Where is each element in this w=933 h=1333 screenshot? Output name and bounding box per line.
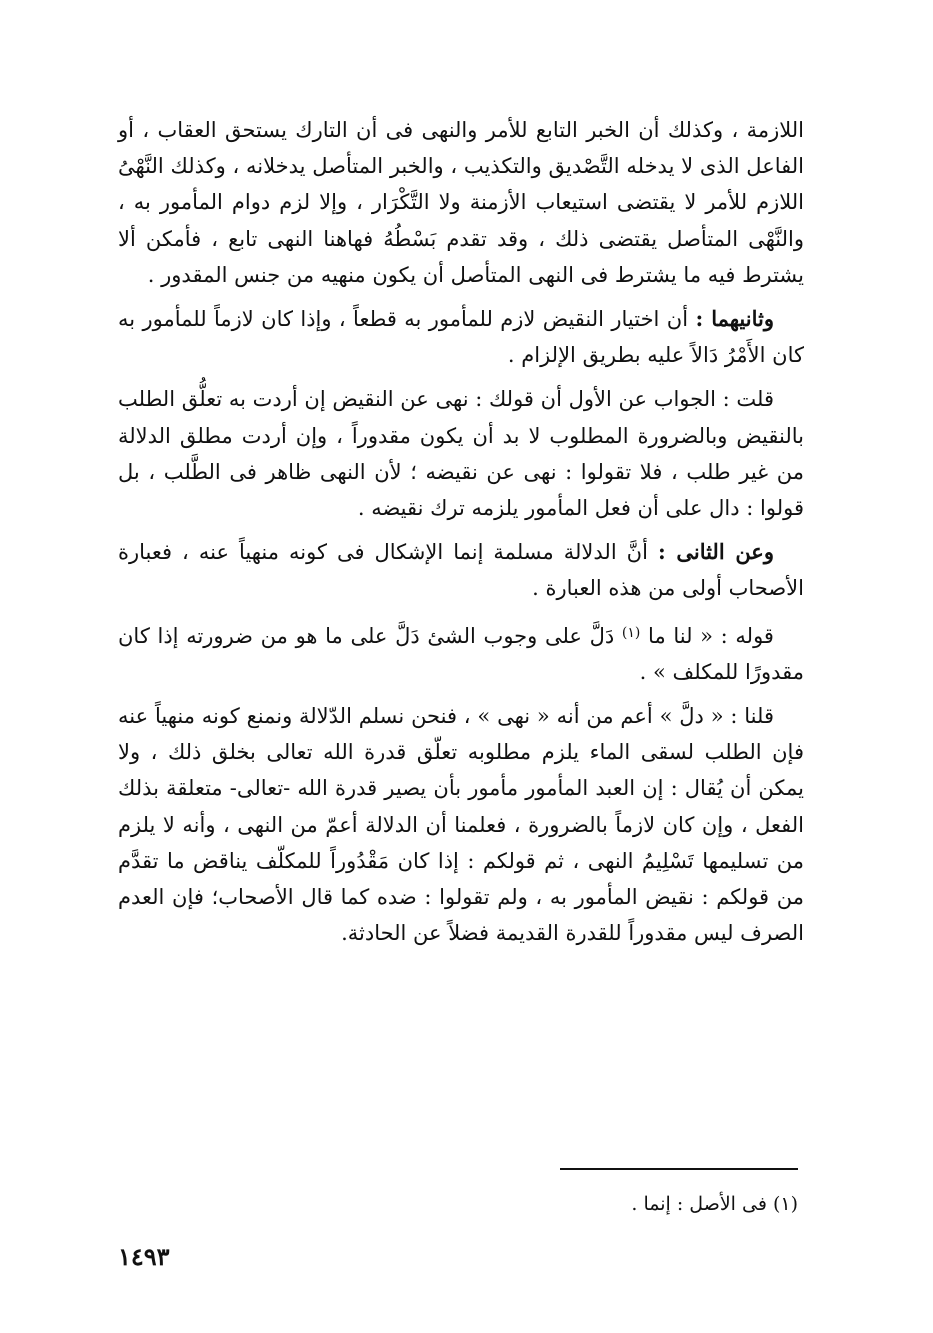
text-line: يمكن أن يُقال : إن العبد المأمور مأمور بأن يصير قدرة الله -تعالى- متعلقة	[166, 776, 804, 801]
text-line: دَلَّ على وجوب الشئ دَلَّ على ما هو من ضرورته إذا	[157, 623, 615, 648]
text-line: كان مقدورًا للمكلف » .	[118, 623, 804, 684]
paragraph-6	[118, 698, 804, 951]
text-line: الأصحاب أولى من هذه العبارة .	[532, 576, 804, 601]
page-number: ١٤٩٣	[118, 1242, 170, 1271]
footnote: (١) فى الأصل : إنما .	[631, 1193, 798, 1215]
paragraph-lead: وثانيهما :	[695, 306, 774, 332]
text-line: الطَّلب ، بل قولوا : دال على أن فعل المأمور يلزمه ترك نقيضه .	[118, 459, 804, 521]
text-line: تابع ، فأمكن ألا يشترط فيه ما يشترط فى النهى المتأصل أن يكون منهيه من	[118, 226, 804, 287]
text-line: اللازمة ، وكذلك أن الخبر التابع للأمر والنهى فى أن التارك يستحق العقاب ،	[142, 118, 804, 142]
body-text	[118, 112, 804, 951]
text-line: وأنه لا يلزم من تسليمها تَسْلِيمُ النهى ، ثم قولكم : إذا كان مَقْدُوراً للمكلّف	[118, 812, 804, 873]
footnote-separator-rule	[560, 1168, 798, 1170]
text-line: الطلب بالنقيض وبالضرورة المطلوب لا بد أن يكون مقدوراً ، وإن أردت مطلق	[118, 387, 804, 448]
text-line: بذلك الفعل ، وإن كان لازماً بالضرورة ، فعلمنا أن الدلالة أعمّ من النهى ،	[118, 776, 804, 837]
text-line: دوام المأمور به ، والنَّهْى المتأصل يقتضى ذلك ، وقد تقدم بَسْطُهُ فهاهنا النهى	[118, 190, 804, 251]
text-line: وكذلك النَّهْىُ اللازم للأمر لا يقتضى استيعاب الأزمنة ولا التَّكْرَار ، وإلا لزم	[118, 154, 804, 215]
text-line: الأصحاب؛ فإن العدم الصرف ليس مقدوراً للقدرة القديمة فضلاً عن الحادثة.	[118, 885, 804, 946]
text-line: الدلالة من غير طلب ، فلا تقولوا : نهى عن نقيضه ؛ لأن النهى ظاهر فى	[118, 423, 804, 484]
paragraph-lead: وعن الثانى :	[657, 539, 774, 565]
quote-lead: قوله : « لنا ما	[640, 623, 774, 648]
text-line: للمأمور به كان الأَمْرُ دَالاً عليه بطريق الإلزام .	[118, 307, 804, 368]
text-line: أنَّ الدلالة مسلمة إنما الإشكال فى كونه منهياً عنه ، فعبارة	[118, 540, 648, 565]
text-line: عنه فإن الطلب لسقى الماء يلزم مطلوبه تعلّق قدرة الله تعالى بخلق ذلك ، ولا	[118, 704, 804, 765]
text-line: أن اختيار النقيض لازم للمأمور به قطعاً ، وإذا كان لازماً	[214, 307, 689, 332]
text-line: قلنا : « دلَّ » أعم من أنه « نهى » ، فنحن نسلم الدّلالة ونمنع كونه منهياً	[154, 704, 774, 729]
text-line: يناقض ما تقدَّم من قولكم : نقيض المأمور به ، ولم تقولوا : ضده كما قال	[118, 848, 804, 910]
paragraph-4	[118, 534, 804, 606]
paragraph-2	[118, 301, 804, 373]
text-line: أو الفاعل الذى لا يدخله التَّصْديق والتكذيب ، والخبر المتأصل يدخلانه ،	[118, 118, 804, 179]
text-line: قلت : الجواب عن الأول أن قولك : نهى عن النقيض إن أردت به تعلُّق	[181, 387, 774, 412]
paragraph-3	[118, 381, 804, 526]
paragraph-5	[118, 615, 804, 690]
text-line: جنس المقدور .	[147, 262, 281, 287]
paragraph-1	[118, 112, 804, 293]
footnote-reference: (١)	[621, 624, 641, 641]
